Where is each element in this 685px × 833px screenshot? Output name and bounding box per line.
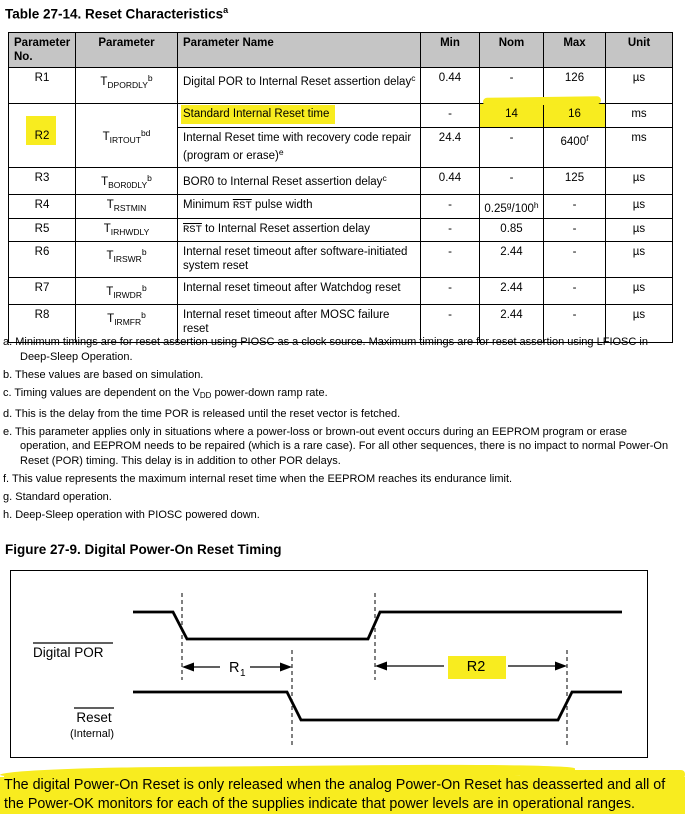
max-footnote-ref: f bbox=[586, 133, 589, 143]
cell-no: R3 bbox=[9, 168, 76, 195]
cell-no: R1 bbox=[9, 68, 76, 104]
r1-arrowhead-left bbox=[182, 663, 194, 672]
cell-unit: ms bbox=[606, 104, 673, 128]
cell-name bbox=[178, 128, 421, 168]
param-subscript: IRTOUT bbox=[109, 134, 141, 145]
figure-title: Figure 27-9. Digital Power-On Reset Timing bbox=[5, 542, 282, 557]
param-name-text: pulse width bbox=[251, 199, 313, 211]
col-header-parameter-no: Parameter No. bbox=[9, 33, 76, 68]
max-value: 6400 bbox=[560, 136, 587, 148]
cell-unit: µs bbox=[606, 278, 673, 305]
param-symbol: T bbox=[102, 130, 110, 143]
cell-min: - bbox=[421, 219, 480, 242]
cell-name bbox=[178, 219, 421, 242]
param-footnote-ref: b bbox=[141, 283, 147, 293]
cell-max: - bbox=[544, 305, 606, 343]
table-title bbox=[5, 5, 228, 22]
cell-nom: 2.44 bbox=[480, 305, 544, 343]
cell-parameter bbox=[76, 68, 178, 104]
param-footnote-ref: b bbox=[141, 247, 147, 257]
cell-nom: 0.85 bbox=[480, 219, 544, 242]
cell-parameter bbox=[76, 278, 178, 305]
cell-nom-highlighted: 14 bbox=[480, 104, 544, 128]
col-header-max: Max bbox=[544, 33, 606, 68]
cell-min: - bbox=[421, 278, 480, 305]
cell-parameter bbox=[76, 242, 178, 278]
r2-arrowhead-left bbox=[375, 662, 387, 671]
rst-overline-signal: $\overline{RST}$ bbox=[183, 224, 202, 236]
param-name-text: BOR0 to Internal Reset assertion delay bbox=[183, 176, 383, 188]
internal-reset-waveform bbox=[133, 692, 622, 720]
footnote-g bbox=[3, 490, 672, 505]
nom-value: 0.25 bbox=[484, 203, 507, 215]
param-name-text: to Internal Reset assertion delay bbox=[201, 223, 371, 235]
rst-overline-signal: $\overline{RST}$ bbox=[232, 200, 252, 212]
footnote-d bbox=[3, 407, 672, 422]
footnote-text: a. Minimum timings are for reset assertion using PIOSC as a clock source. Maximum timings are for reset assertion using LFIOSC in Deep-Sleep Operation. bbox=[3, 336, 648, 363]
cell-parameter bbox=[76, 104, 178, 168]
cell-name bbox=[178, 195, 421, 219]
param-footnote-ref: bd bbox=[140, 127, 151, 138]
timing-diagram bbox=[10, 570, 648, 763]
reset-characteristics-table bbox=[8, 32, 673, 343]
cell-max: - bbox=[544, 195, 606, 219]
table-row bbox=[9, 219, 673, 242]
param-subscript: IRWDR bbox=[113, 290, 142, 300]
cell-name: Internal reset timeout after software-initiated system reset bbox=[178, 242, 421, 278]
cell-no: R4 bbox=[9, 195, 76, 219]
digital-por-label: Digital POR bbox=[33, 645, 104, 660]
cell-max: 126 bbox=[544, 68, 606, 104]
cell-unit: ms bbox=[606, 128, 673, 168]
footnote-f bbox=[3, 472, 672, 487]
cell-min: - bbox=[421, 305, 480, 343]
cell-parameter bbox=[76, 168, 178, 195]
cell-max: - bbox=[544, 242, 606, 278]
nom-value: /100 bbox=[511, 203, 534, 215]
param-symbol: T bbox=[106, 286, 114, 298]
cell-nom: 2.44 bbox=[480, 278, 544, 305]
param-footnote-ref: b bbox=[147, 73, 153, 83]
footnote-h bbox=[3, 508, 672, 523]
r1-label: R bbox=[229, 660, 240, 676]
param-name-text: Internal Reset time with recovery code repair (program or erase) bbox=[183, 132, 412, 162]
param-symbol: T bbox=[106, 250, 114, 262]
cell-min: - bbox=[421, 104, 480, 128]
cell-unit: µs bbox=[606, 305, 673, 343]
param-name-text: Minimum bbox=[183, 199, 233, 211]
cell-no: R8 bbox=[9, 305, 76, 343]
footnote-text: b. These values are based on simulation. bbox=[3, 368, 204, 381]
col-header-parameter-name: Parameter Name bbox=[178, 33, 421, 68]
col-header-min: Min bbox=[421, 33, 480, 68]
table-row bbox=[9, 168, 673, 195]
footnote-text: power-down ramp rate. bbox=[211, 386, 328, 399]
cell-max: - bbox=[544, 219, 606, 242]
param-name-text: Digital POR to Internal Reset assertion delay bbox=[183, 76, 412, 88]
r2-highlight: R2 bbox=[34, 130, 50, 142]
cell-max bbox=[544, 128, 606, 168]
cell-nom: - bbox=[480, 128, 544, 168]
cell-min: 0.44 bbox=[421, 168, 480, 195]
cell-unit: µs bbox=[606, 219, 673, 242]
note-text: The digital Power-On Reset is only released when the analog Power-On Reset has deasserted and all of the Power-OK monitors for each of the supplies indicate that power levels are in operational ranges. bbox=[4, 777, 666, 813]
param-subscript: IRMFR bbox=[114, 317, 142, 327]
table-title-text: Table 27-14. Reset Characteristics bbox=[5, 6, 224, 22]
param-subscript: RSTMIN bbox=[113, 203, 147, 213]
reset-label: Reset bbox=[76, 710, 112, 725]
param-symbol: T bbox=[100, 76, 108, 88]
col-header-parameter: Parameter bbox=[76, 33, 178, 68]
param-subscript: BOR0DLY bbox=[108, 180, 148, 190]
por-release-note bbox=[4, 776, 680, 814]
footnote-b bbox=[3, 368, 672, 383]
cell-no bbox=[9, 104, 76, 168]
table-row bbox=[9, 278, 673, 305]
highlighter-smear bbox=[483, 96, 601, 106]
cell-name bbox=[178, 68, 421, 104]
table-title-footnote-ref: a bbox=[223, 5, 229, 15]
cell-nom: - bbox=[480, 68, 544, 104]
cell-min: 24.4 bbox=[421, 128, 480, 168]
cell-no: R5 bbox=[9, 219, 76, 242]
name-footnote-ref: c bbox=[382, 173, 387, 183]
cell-name bbox=[178, 168, 421, 195]
r1-arrowhead-right bbox=[280, 663, 292, 672]
cell-min: - bbox=[421, 195, 480, 219]
nom-footnote-ref: g bbox=[506, 200, 512, 210]
footnote-text: g. Standard operation. bbox=[3, 490, 112, 503]
param-symbol: T bbox=[101, 176, 109, 188]
cell-unit: µs bbox=[606, 68, 673, 104]
footnote-text: e. This parameter applies only in situations where a power-loss or brown-out event occurs during an EEPROM program or erase operation, and EEPROM needs to be repaired (which is a rare case). For all other sequences, there is no impact to normal Power-On Reset (POR) timing. This delay is in addition to other POR delays. bbox=[3, 425, 669, 467]
param-subscript: IRHWDLY bbox=[110, 227, 150, 237]
cell-name: Internal reset timeout after Watchdog reset bbox=[178, 278, 421, 305]
name-footnote-ref: c bbox=[411, 73, 416, 83]
footnote-text: d. This is the delay from the time POR is released until the reset vector is fetched. bbox=[3, 407, 401, 420]
cell-name: Internal reset timeout after MOSC failure reset bbox=[178, 305, 421, 343]
cell-min: - bbox=[421, 242, 480, 278]
cell-max-highlighted: 16 bbox=[544, 104, 606, 128]
footnote-c bbox=[3, 386, 672, 404]
footnote-a bbox=[3, 335, 672, 364]
cell-nom: - bbox=[480, 168, 544, 195]
col-header-unit: Unit bbox=[606, 33, 673, 68]
r1-label-subscript: 1 bbox=[240, 668, 246, 679]
cell-unit: µs bbox=[606, 168, 673, 195]
timing-diagram-svg bbox=[10, 570, 648, 758]
vdd-subscript: DD bbox=[199, 390, 212, 400]
cell-parameter bbox=[76, 195, 178, 219]
cell-parameter bbox=[76, 219, 178, 242]
cell-unit: µs bbox=[606, 242, 673, 278]
cell-no: R7 bbox=[9, 278, 76, 305]
standard-reset-time-highlight: Standard Internal Reset time bbox=[181, 105, 335, 124]
table-row bbox=[9, 195, 673, 219]
param-symbol: T bbox=[106, 199, 114, 211]
r2-label: R2 bbox=[466, 659, 486, 675]
r2-arrowhead-right bbox=[555, 662, 567, 671]
param-symbol: T bbox=[103, 223, 111, 235]
param-footnote-ref: b bbox=[147, 173, 152, 183]
footnote-text: f. This value represents the maximum internal reset time when the EEPROM reaches its endurance limit. bbox=[3, 472, 513, 485]
param-symbol: T bbox=[107, 313, 115, 325]
cell-max: - bbox=[544, 278, 606, 305]
digital-por-waveform bbox=[133, 612, 622, 639]
table-footnotes bbox=[3, 335, 672, 526]
table-row bbox=[9, 104, 673, 128]
cell-max: 125 bbox=[544, 168, 606, 195]
cell-min: 0.44 bbox=[421, 68, 480, 104]
footnote-e bbox=[3, 425, 672, 469]
cell-unit: µs bbox=[606, 195, 673, 219]
cell-nom: 2.44 bbox=[480, 242, 544, 278]
footnote-text: c. Timing values are dependent on the V bbox=[3, 386, 200, 399]
cell-nom bbox=[480, 195, 544, 219]
cell-no: R6 bbox=[9, 242, 76, 278]
col-header-nom: Nom bbox=[480, 33, 544, 68]
param-subscript: IRSWR bbox=[113, 254, 142, 264]
cell-name bbox=[178, 104, 421, 128]
reset-internal-sublabel: (Internal) bbox=[69, 728, 115, 740]
table-row bbox=[9, 242, 673, 278]
footnote-text: h. Deep-Sleep operation with PIOSC powered down. bbox=[3, 508, 260, 521]
table-header-row bbox=[9, 33, 673, 68]
param-subscript: DPORDLY bbox=[107, 80, 148, 90]
name-footnote-ref: e bbox=[278, 147, 284, 157]
nom-footnote-ref: h bbox=[533, 200, 539, 210]
param-footnote-ref: b bbox=[141, 310, 146, 320]
